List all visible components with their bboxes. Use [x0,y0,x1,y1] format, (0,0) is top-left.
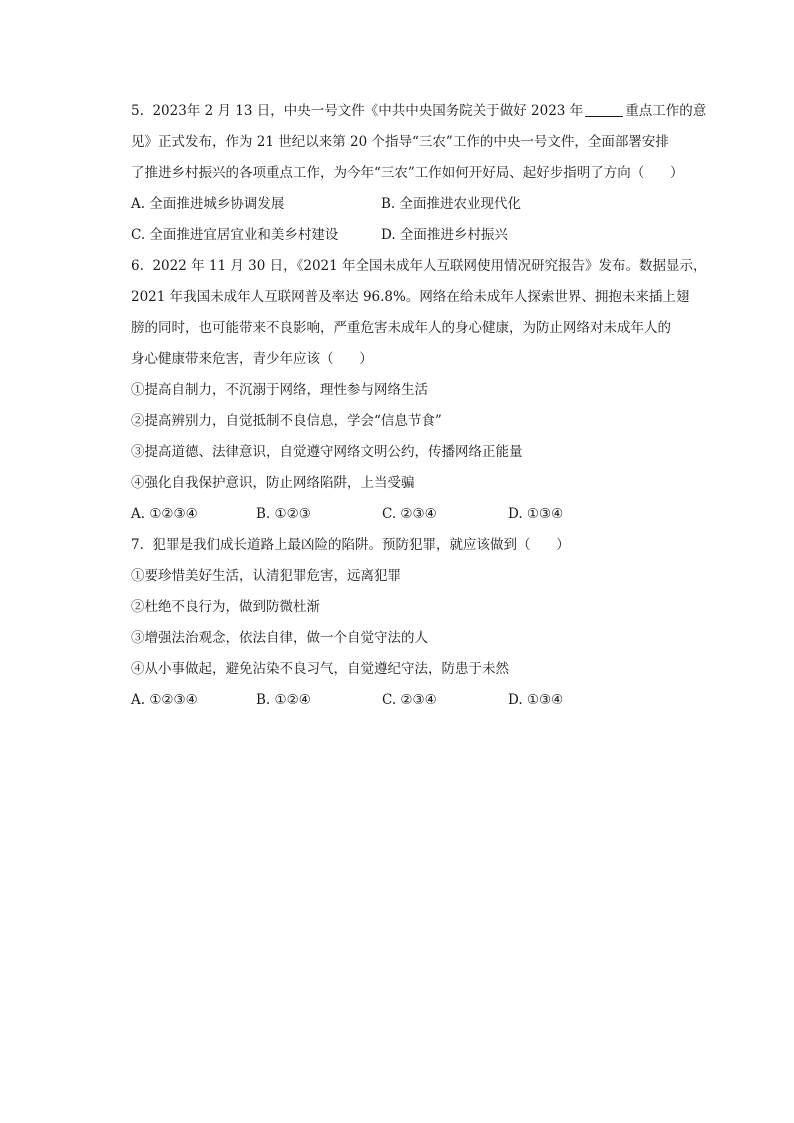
question-5-options-row-2 [131,220,696,251]
question-6-line-3: 膀的同时，也可能带来不良影响，严重危害未成年人的身心健康，为防止网络对未成年人的 [131,320,671,336]
question-5-line-3: 了推进乡村振兴的各项重点工作，为今年“三农”工作如何开好局、起好步指明了方向（ ） [131,165,684,181]
option-c[interactable]: C. ②③④ [382,692,437,708]
option-a[interactable]: A. ①②③④ [131,506,198,522]
option-a[interactable]: A. 全面推进城乡协调发展 [131,196,285,212]
question-7 [131,530,696,716]
statement-2: ②提高辨别力，自觉抵制不良信息，学会“信息节食” [131,413,442,429]
question-6-options [131,499,696,530]
questions-area [131,96,707,716]
question-5-text-1-tail: 重点工作的意 [625,103,707,119]
option-c[interactable]: C. 全面推进宜居宜业和美乡村建设 [131,227,339,243]
question-7-line-1: 7. 犯罪是我们成长道路上最凶险的陷阱。预防犯罪，就应该做到（ ） [131,537,570,553]
option-b[interactable]: B. 全面推进农业现代化 [381,196,522,212]
statement-1: ①要珍惜美好生活，认清犯罪危害，远离犯罪 [131,568,401,584]
question-6-line-1: 6. 2022 年 11 月 30 日，《2021 年全国未成年人互联网使用情况研究报告》发布。数据显示， [131,258,707,274]
question-7-options [131,685,696,716]
option-d[interactable]: D. ①③④ [508,506,564,522]
question-5-line-2: 见》正式发布，作为 21 世纪以来第 20 个指导“三农”工作的中央一号文件，全面部署安排 [131,134,669,150]
statement-3: ③提高道德、法律意识，自觉遵守网络文明公约，传播网络正能量 [131,444,523,460]
option-b[interactable]: B. ①②④ [256,692,311,708]
question-6 [131,251,707,530]
question-5 [131,96,707,251]
option-c[interactable]: C. ②③④ [382,506,437,522]
statement-3: ③增强法治观念，依法自律，做一个自觉守法的人 [131,630,428,646]
option-d[interactable]: D. 全面推进乡村振兴 [381,227,508,243]
question-6-line-4: 身心健康带来危害，青少年应该（ ） [131,351,373,367]
question-5-line-1 [131,96,707,127]
question-5-options-row-1 [131,189,696,220]
statement-4: ④强化自我保护意识，防止网络陷阱，上当受骗 [131,475,415,491]
option-b[interactable]: B. ①②③ [256,506,311,522]
statement-4: ④从小事做起，避免沾染不良习气，自觉遵纪守法，防患于未然 [131,661,509,677]
option-d[interactable]: D. ①③④ [508,692,564,708]
question-6-line-2: 2021 年我国未成年人互联网普及率达 96.8%。网络在给未成年人探索世界、拥抱未来插上翅 [131,289,690,305]
option-a[interactable]: A. ①②③④ [131,692,198,708]
question-5-text-1: 5. 2023年 2 月 13 日，中央一号文件《中共中央国务院关于做好 2023 年 [131,103,584,119]
fill-in-blank [585,102,623,117]
statement-2: ②杜绝不良行为，做到防微杜渐 [131,599,320,615]
statement-1: ①提高自制力，不沉溺于网络，理性参与网络生活 [131,382,428,398]
